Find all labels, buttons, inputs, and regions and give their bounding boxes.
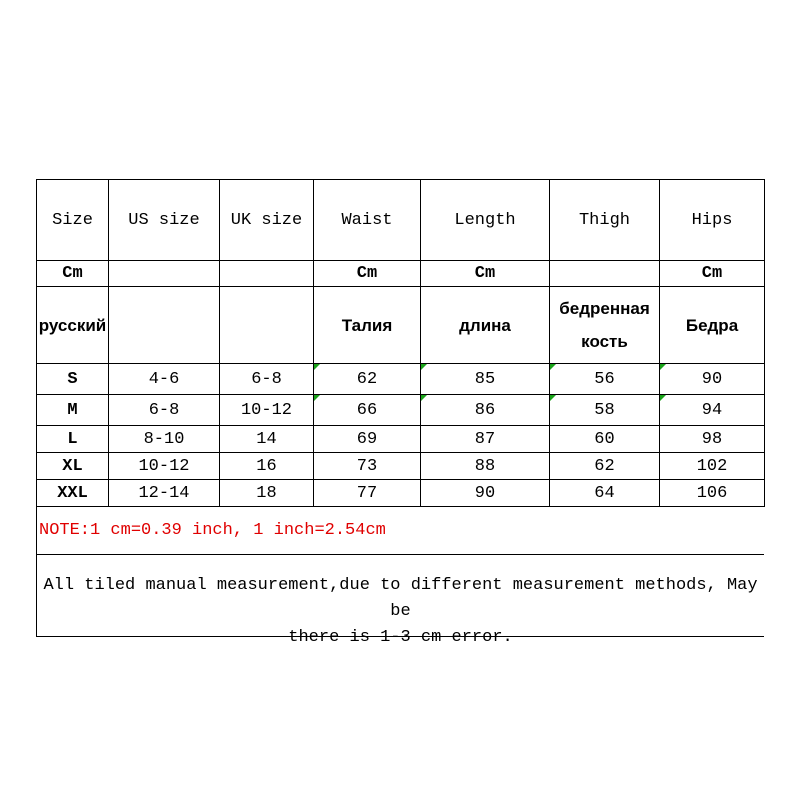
cell-length — [421, 480, 550, 507]
unit-row — [37, 261, 765, 287]
cell-corner-mark — [421, 364, 427, 370]
cell-waist — [314, 453, 421, 480]
cell-value: 66 — [356, 400, 378, 420]
cell-value: 94 — [701, 400, 723, 420]
cell-value: 18 — [256, 483, 277, 503]
cell-value: 64 — [594, 483, 615, 503]
unit-size: Cm — [37, 261, 109, 287]
cell-value: 62 — [594, 456, 615, 476]
header-thigh: Thigh — [550, 180, 660, 261]
cell-uk-size — [220, 453, 314, 480]
cell-us-size — [109, 364, 220, 395]
cell-length — [421, 453, 550, 480]
cell-size — [37, 426, 109, 453]
unit-thigh — [550, 261, 660, 287]
cell-value: 90 — [474, 483, 496, 503]
ru-size: русский — [37, 287, 109, 364]
cell-uk-size — [220, 364, 314, 395]
cell-waist — [314, 426, 421, 453]
table-row — [37, 480, 765, 507]
cell-corner-mark — [550, 364, 556, 370]
data-rows — [37, 364, 765, 507]
cell-corner-mark — [314, 395, 320, 401]
cell-value: 87 — [474, 429, 496, 449]
cell-hips — [660, 426, 765, 453]
disclaimer — [36, 555, 764, 647]
cell-size — [37, 364, 109, 395]
cell-value: 10-12 — [138, 456, 190, 476]
ru-thigh: бедренная кость — [550, 287, 660, 364]
table-row — [37, 453, 765, 480]
russian-row — [37, 287, 765, 364]
cell-value: 14 — [256, 429, 277, 449]
cell-waist — [314, 364, 421, 395]
header-size: Size — [37, 180, 109, 261]
cell-us-size — [109, 395, 220, 426]
disclaimer-line-2: there is 1-3 cm error. — [288, 628, 513, 647]
cell-thigh — [550, 480, 660, 507]
cell-thigh — [550, 395, 660, 426]
unit-uk-size — [220, 261, 314, 287]
cell-value: 6-8 — [251, 369, 282, 389]
cell-value: 8-10 — [143, 429, 185, 449]
cell-value: 102 — [696, 456, 728, 476]
cell-thigh — [550, 426, 660, 453]
header-uk-size: UK size — [220, 180, 314, 261]
cell-us-size — [109, 453, 220, 480]
cell-waist — [314, 395, 421, 426]
cell-us-size — [109, 480, 220, 507]
cell-length — [421, 426, 550, 453]
ru-length: длина — [421, 287, 550, 364]
cell-hips — [660, 395, 765, 426]
cell-uk-size — [220, 395, 314, 426]
cell-value: 6-8 — [148, 400, 180, 420]
cell-value: 73 — [356, 456, 378, 476]
cell-uk-size — [220, 426, 314, 453]
cell-value: 60 — [594, 429, 615, 449]
cell-corner-mark — [550, 395, 556, 401]
header-us-size: US size — [109, 180, 220, 261]
ru-uk-size — [220, 287, 314, 364]
ru-hips: Бедра — [660, 287, 765, 364]
ru-waist: Талия — [314, 287, 421, 364]
cell-value: S — [67, 369, 78, 389]
table-row — [37, 426, 765, 453]
table-row — [37, 395, 765, 426]
size-chart — [36, 179, 764, 647]
cell-corner-mark — [660, 364, 666, 370]
header-length: Length — [421, 180, 550, 261]
cell-value: 62 — [356, 369, 378, 389]
header-hips: Hips — [660, 180, 765, 261]
cell-size — [37, 453, 109, 480]
cell-value: 90 — [701, 369, 723, 389]
unit-length: Cm — [421, 261, 550, 287]
ru-us-size — [109, 287, 220, 364]
cell-length — [421, 364, 550, 395]
cell-value: 85 — [474, 369, 496, 389]
cell-size — [37, 480, 109, 507]
header-row — [37, 180, 765, 261]
cell-value: 69 — [356, 429, 378, 449]
cell-value: 77 — [356, 483, 378, 503]
cell-value: M — [67, 400, 78, 420]
cell-thigh — [550, 453, 660, 480]
cell-value: 98 — [701, 429, 723, 449]
cell-uk-size — [220, 480, 314, 507]
cell-hips — [660, 480, 765, 507]
cell-value: 10-12 — [240, 400, 292, 420]
cell-length — [421, 395, 550, 426]
cell-corner-mark — [660, 395, 666, 401]
cell-value: XL — [62, 456, 83, 476]
cell-hips — [660, 453, 765, 480]
cell-value: XXL — [57, 483, 88, 503]
cell-value: 16 — [256, 456, 277, 476]
cell-thigh — [550, 364, 660, 395]
size-table — [36, 179, 765, 507]
cell-us-size — [109, 426, 220, 453]
unit-hips: Cm — [660, 261, 765, 287]
cell-value: L — [67, 429, 78, 449]
cell-value: 12-14 — [138, 483, 190, 503]
cell-value: 86 — [474, 400, 496, 420]
unit-waist: Cm — [314, 261, 421, 287]
header-waist: Waist — [314, 180, 421, 261]
unit-us-size — [109, 261, 220, 287]
cell-size — [37, 395, 109, 426]
disclaimer-line-1: All tiled manual measurement,due to different measurement methods, May be — [43, 576, 758, 621]
cell-corner-mark — [421, 395, 427, 401]
cell-value: 58 — [594, 400, 615, 420]
cell-hips — [660, 364, 765, 395]
note-text: NOTE:1 cm=0.39 inch, 1 inch=2.54cm — [36, 507, 764, 555]
cell-value: 4-6 — [148, 369, 180, 389]
cell-value: 56 — [594, 369, 615, 389]
cell-waist — [314, 480, 421, 507]
cell-value: 106 — [696, 483, 728, 503]
cell-corner-mark — [314, 364, 320, 370]
cell-value: 88 — [474, 456, 496, 476]
table-row — [37, 364, 765, 395]
